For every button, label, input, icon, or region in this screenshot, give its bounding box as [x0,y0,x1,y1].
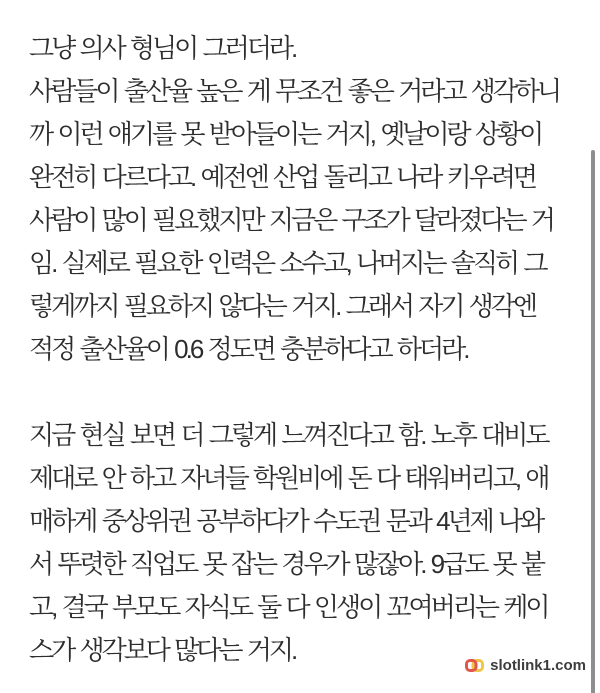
scrollbar-thumb[interactable] [591,150,595,693]
text-line: 임. 실제로 필요한 인력은 소수고, 나머지는 솔직히 그 [29,248,546,278]
text-line: 까 이런 얘기를 못 받아들이는 거지, 옛날이랑 상황이 [29,119,542,149]
watermark [465,657,586,674]
text-line: 완전히 다르다고. 예전엔 산업 돌리고 나라 키우려면 [29,162,536,192]
text-line: 사람들이 출산율 높은 게 무조건 좋은 거라고 생각하니 [29,76,560,106]
chain-links-icon [465,658,484,673]
text-line: 렇게까지 필요하지 않다는 거지. 그래서 자기 생각엔 [29,291,536,321]
text-line: 매하게 중상위권 공부하다가 수도권 문과 4년제 나와 [29,506,543,536]
text-line: 지금 현실 보면 더 그렇게 느껴진다고 함. 노후 대비도 [29,420,548,450]
text-line: 적정 출산율이 0.6 정도면 충분하다고 하더라. [29,334,468,364]
text-line: 제대로 안 하고 자녀들 학원비에 돈 다 태워버리고, 애 [29,463,548,493]
text-line: 스가 생각보다 많다는 거지. [29,635,296,665]
text-line: 서 뚜렷한 직업도 못 잡는 경우가 많잖아. 9급도 못 붙 [29,549,544,579]
paragraph-gap [29,371,589,414]
text-line: 고, 결국 부모도 자식도 둘 다 인생이 꼬여버리는 케이 [29,592,548,622]
text-line: 사람이 많이 필요했지만 지금은 구조가 달라졌다는 거 [29,205,553,235]
chain-link-red [467,661,477,671]
text-line: 그냥 의사 형님이 그러더라. [29,33,296,63]
watermark-label: slotlink1.com [490,657,586,674]
post-body [29,27,589,672]
